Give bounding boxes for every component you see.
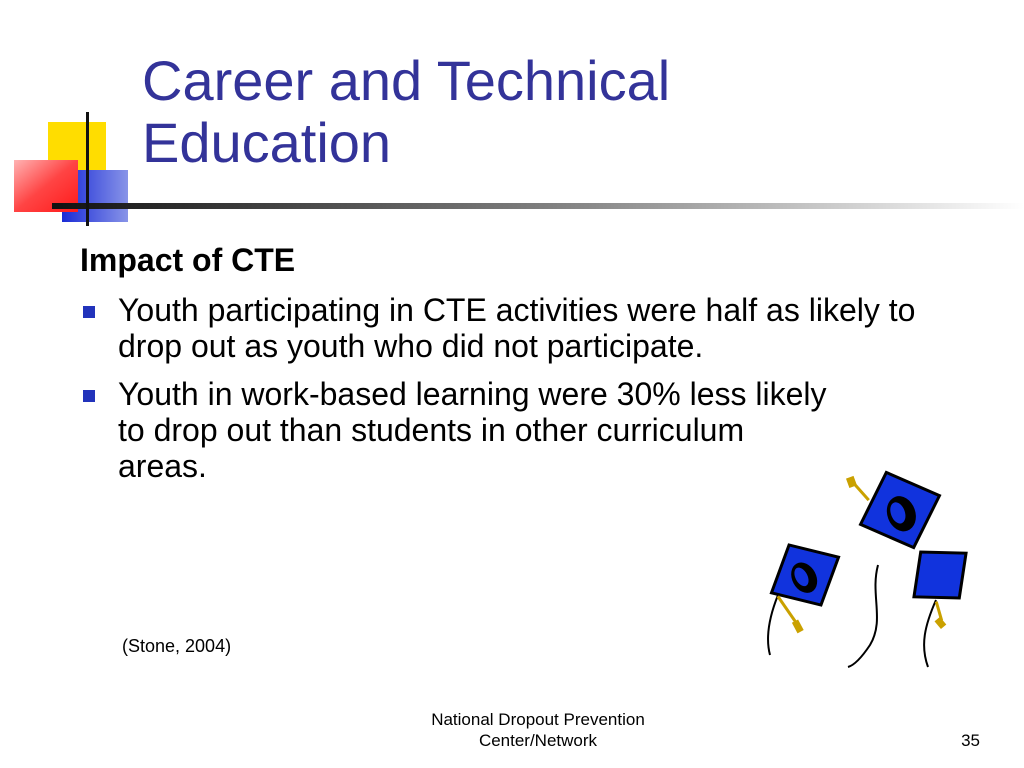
footer-line1: National Dropout Prevention	[431, 710, 645, 729]
slide-title-line2: Education	[142, 111, 392, 174]
graduation-cap-icon	[844, 455, 953, 562]
subheading: Impact of CTE	[80, 242, 296, 278]
bullet-text: Youth in work-based learning were 30% less likely to drop out than students in other curriculum areas.	[118, 376, 827, 484]
vertical-line	[86, 112, 89, 226]
bullet-text: Youth participating in CTE activities were half as likely to drop out as youth who did not participate.	[118, 292, 916, 364]
footer-organization	[400, 709, 676, 751]
square-bullet-icon	[83, 306, 95, 318]
citation: (Stone, 2004)	[122, 636, 232, 656]
title-underline	[52, 203, 1024, 209]
page-number: 35	[961, 731, 980, 750]
graduation-caps-clipart	[760, 455, 980, 675]
graduation-cap-icon	[760, 527, 861, 635]
slide-title-line1: Career and Technical	[142, 49, 671, 112]
bullet-item	[80, 292, 940, 364]
square-bullet-icon	[83, 390, 95, 402]
slide-title	[142, 50, 942, 174]
footer-line2: Center/Network	[478, 731, 598, 750]
